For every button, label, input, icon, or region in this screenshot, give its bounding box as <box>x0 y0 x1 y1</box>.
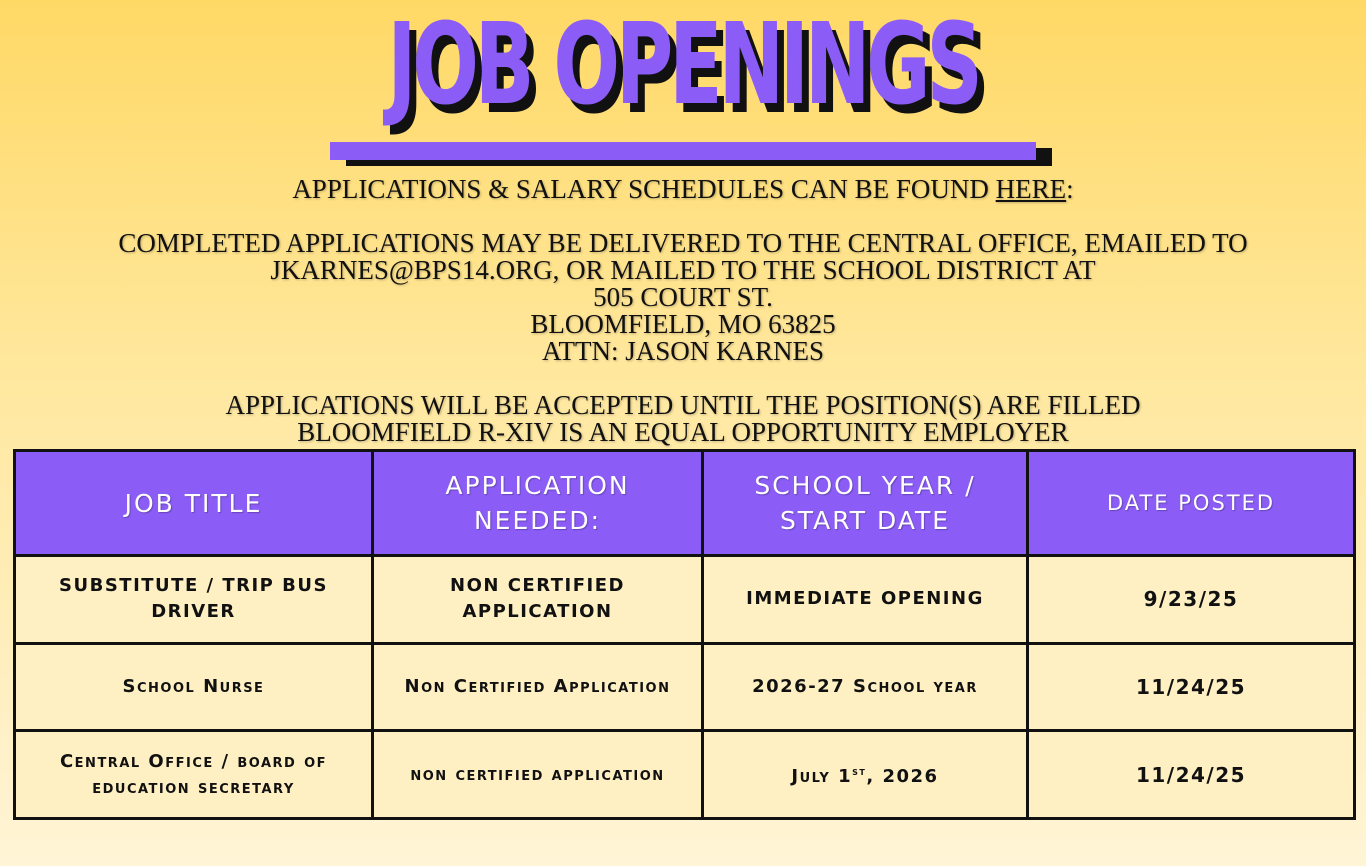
column-header-job-title: JOB TITLE <box>15 451 373 556</box>
applications-text: APPLICATIONS & SALARY SCHEDULES CAN BE FOUND <box>292 174 996 204</box>
delivery-line: JKARNES@BPS14.ORG, OR MAILED TO THE SCHOOL DISTRICT AT <box>270 255 1096 285</box>
delivery-info <box>0 230 1366 365</box>
column-header-date-posted: DATE POSTED <box>1028 451 1355 556</box>
application-cell: NON CERTIFIED APPLICATION <box>373 556 703 644</box>
start-date-year: , 2026 <box>866 766 939 788</box>
start-date-cell <box>703 556 1028 644</box>
start-date-cell <box>703 643 1028 731</box>
application-cell: Non Certified Application <box>373 643 703 731</box>
column-header-application: APPLICATION NEEDED: <box>373 451 703 556</box>
address-city: BLOOMFIELD, MO 63825 <box>530 309 836 339</box>
start-date-cell <box>703 731 1028 819</box>
table-row <box>15 731 1355 819</box>
application-cell: non certified application <box>373 731 703 819</box>
acceptance-notice: APPLICATIONS WILL BE ACCEPTED UNTIL THE POSITION(S) ARE FILLED <box>225 390 1141 420</box>
start-date-text: July 1 <box>791 766 853 788</box>
delivery-line: COMPLETED APPLICATIONS MAY BE DELIVERED TO THE CENTRAL OFFICE, EMAILED TO <box>118 228 1248 258</box>
table-row <box>15 643 1355 731</box>
address-street: 505 COURT ST. <box>593 282 773 312</box>
start-date-text: IMMEDIATE OPENING <box>746 588 984 610</box>
date-posted-cell: 11/24/25 <box>1028 643 1355 731</box>
here-link[interactable]: HERE <box>995 174 1067 204</box>
job-title-cell: School Nurse <box>15 643 373 731</box>
job-title-cell: Central Office / board of education secretary <box>15 731 373 819</box>
applications-info <box>0 176 1366 203</box>
table-row <box>15 556 1355 644</box>
date-posted-cell: 9/23/25 <box>1028 556 1355 644</box>
equal-opportunity-notice: BLOOMFIELD R-XIV IS AN EQUAL OPPORTUNITY EMPLOYER <box>297 417 1069 447</box>
start-date-text: 2026-27 School year <box>752 675 978 697</box>
column-header-start-date: SCHOOL YEAR / START DATE <box>703 451 1028 556</box>
job-title-cell: SUBSTITUTE / TRIP BUS DRIVER <box>15 556 373 644</box>
applications-colon: : <box>1066 174 1074 204</box>
table-header-row <box>15 451 1355 556</box>
date-posted-cell: 11/24/25 <box>1028 731 1355 819</box>
address-attn: ATTN: JASON KARNES <box>541 336 825 366</box>
job-openings-table <box>13 449 1356 820</box>
title-banner <box>0 0 1366 172</box>
page-title: JOB OPENINGS <box>387 0 979 130</box>
title-underline <box>330 142 1036 160</box>
notice-info <box>0 392 1366 446</box>
start-date-ordinal: st <box>852 765 867 779</box>
